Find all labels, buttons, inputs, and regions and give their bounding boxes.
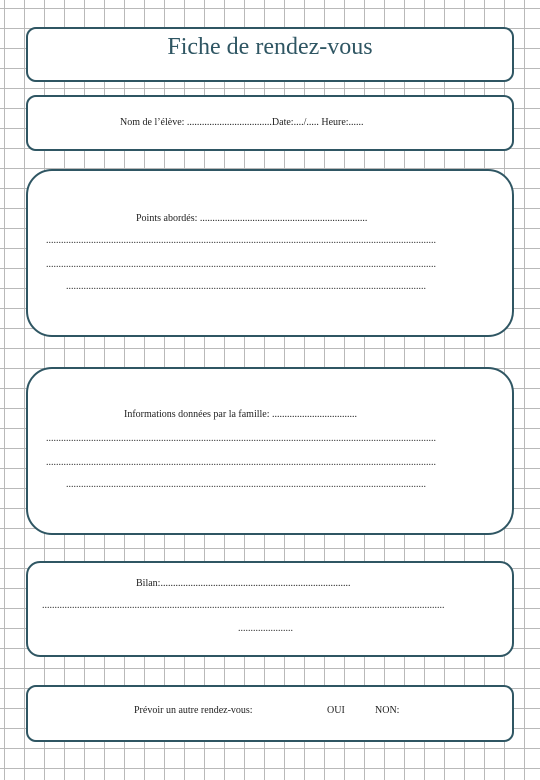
bilan-line-1[interactable]: ................................................................................................................................................................. [42,600,445,611]
student-name-date-time-line[interactable]: Nom de l’élève: ..................................Date:..../..... Heure:...... [120,117,364,128]
next-appointment-box [26,685,514,742]
family-info-box [26,367,514,535]
non-option[interactable]: NON: [375,705,400,716]
points-abordes-box [26,169,514,337]
family-info-line-2[interactable]: ............................................................................................................................................................ [46,457,436,468]
family-info-line-3[interactable]: ................................................................................................................................................ [66,479,426,490]
bilan-label[interactable]: Bilan:............................................................................ [136,578,351,589]
points-label[interactable]: Points abordés: ................................................................... [136,213,368,224]
student-info-box [26,95,514,151]
bilan-box [26,561,514,657]
page-title: Fiche de rendez-vous [167,34,373,60]
family-info-label[interactable]: Informations données par la famille: .................................. [124,409,358,420]
oui-option[interactable]: OUI [327,705,345,716]
points-line-3[interactable]: ................................................................................................................................................ [66,281,426,292]
family-info-line-1[interactable]: ............................................................................................................................................................ [46,433,436,444]
points-line-2[interactable]: ............................................................................................................................................................ [46,259,436,270]
bilan-line-2[interactable]: ...................... [238,623,293,634]
title-box [26,27,514,82]
points-line-1[interactable]: ............................................................................................................................................................ [46,235,436,246]
next-appointment-label: Prévoir un autre rendez-vous: [134,705,253,716]
